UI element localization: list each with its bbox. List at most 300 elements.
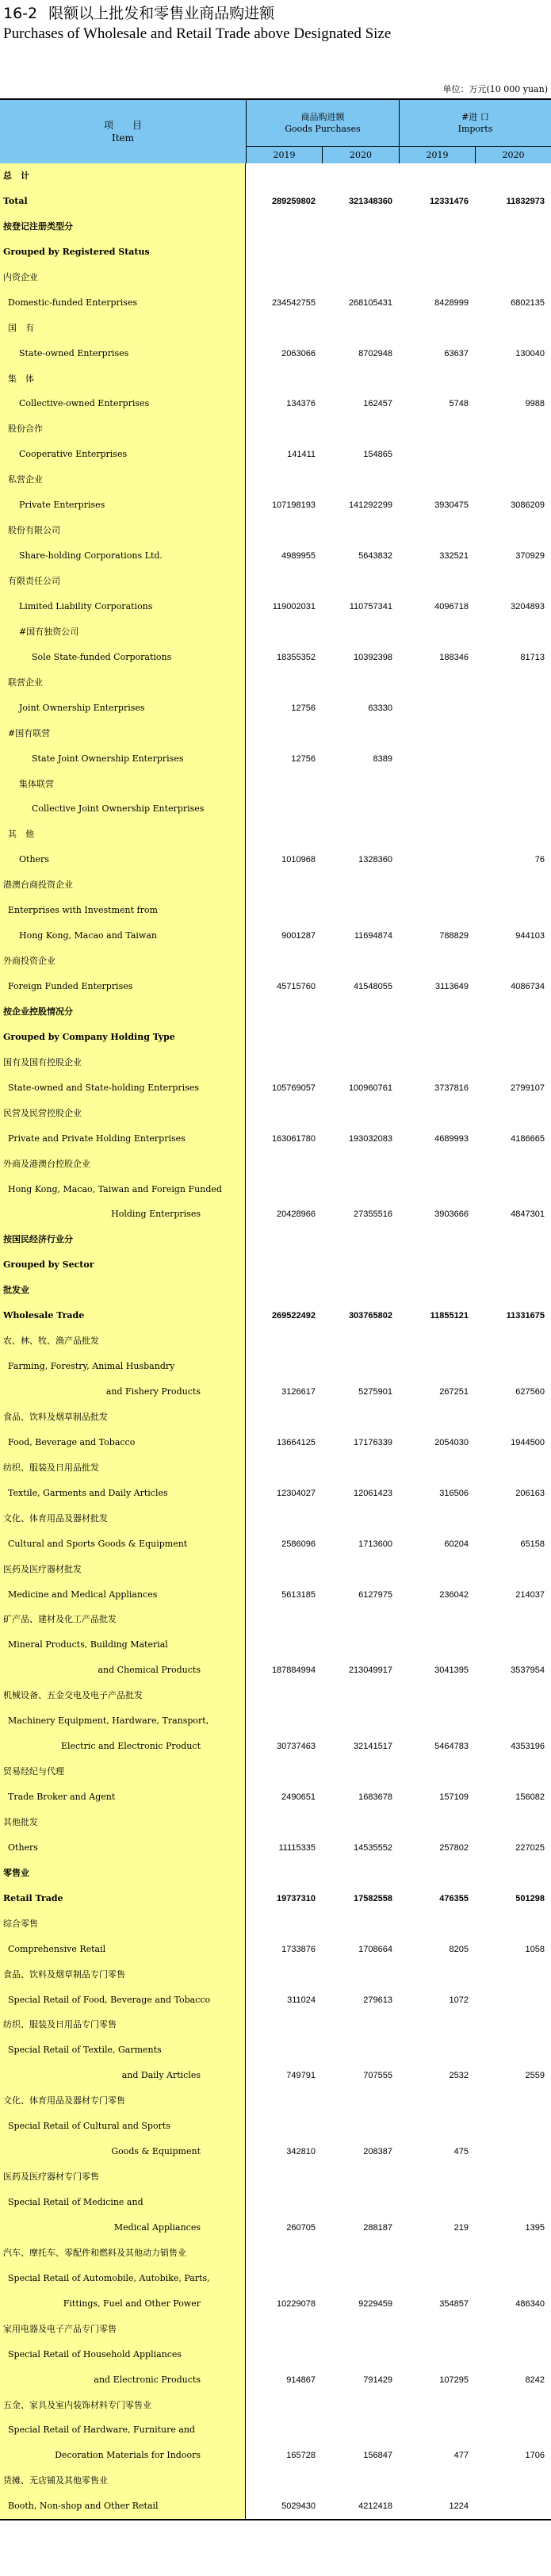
- row-label: Hong Kong, Macao and Taiwan: [0, 923, 246, 949]
- row-value: [246, 1278, 322, 1303]
- row-value: 1058: [525, 1944, 545, 1954]
- table-row: [0, 442, 551, 467]
- row-value: [475, 316, 551, 341]
- row-value: 27355516: [354, 1209, 392, 1220]
- table-row: [0, 341, 551, 366]
- row-label: and Chemical Products: [0, 1658, 246, 1683]
- table-row: [0, 1075, 551, 1101]
- row-value: [475, 2190, 551, 2215]
- table-row: [0, 240, 551, 265]
- row-value: [246, 1101, 322, 1126]
- row-value: [322, 2088, 399, 2114]
- table-row: [0, 1202, 551, 1227]
- table-row: [0, 949, 551, 974]
- row-value: [322, 1911, 399, 1937]
- row-value: 4096718: [434, 601, 469, 611]
- table-row: [0, 1784, 551, 1810]
- row-value: [322, 518, 399, 543]
- row-label: 纺织、服装及日用品批发: [0, 1455, 246, 1481]
- row-value: [475, 1683, 551, 1708]
- row-value: [246, 772, 322, 797]
- row-label: 零售业: [0, 1861, 246, 1886]
- table-row: [0, 1328, 551, 1354]
- row-value: 17176339: [354, 1437, 392, 1447]
- table-row: [0, 163, 551, 189]
- row-value: [475, 240, 551, 265]
- data-table: [0, 98, 551, 2520]
- row-label: Grouped by Company Holding Type: [0, 1025, 246, 1050]
- row-value: 914867: [286, 2375, 316, 2385]
- table-row: [0, 1278, 551, 1303]
- table-row: [0, 746, 551, 772]
- row-value: 4989955: [281, 551, 316, 562]
- row-value: [475, 721, 551, 746]
- row-value: 3903666: [434, 1209, 469, 1220]
- table-row: [0, 1886, 551, 1911]
- row-value: [322, 2317, 399, 2342]
- row-label: 贸易经纪与代理: [0, 1759, 246, 1784]
- row-value: 2559: [525, 2071, 545, 2081]
- row-value: [475, 898, 551, 923]
- table-row: [0, 1911, 551, 1937]
- row-value: 289259802: [271, 196, 316, 206]
- row-value: [475, 1278, 551, 1303]
- row-value: [399, 1607, 475, 1632]
- row-value: [246, 2037, 322, 2063]
- row-value: 12756: [291, 753, 316, 764]
- row-value: 134376: [286, 399, 316, 409]
- row-value: 11115335: [278, 1842, 316, 1853]
- row-value: [475, 999, 551, 1025]
- row-value: [246, 1227, 322, 1252]
- table-row: [0, 2468, 551, 2494]
- row-label: Hong Kong, Macao, Taiwan and Foreign Funded: [0, 1177, 246, 1202]
- row-value: [475, 2342, 551, 2367]
- row-value: [475, 872, 551, 898]
- row-value: [246, 1557, 322, 1582]
- row-label: 农、林、牧、渔产品批发: [0, 1328, 246, 1354]
- row-label: Special Retail of Hardware, Furniture and: [0, 2417, 246, 2443]
- row-value: 1072: [449, 1995, 469, 2005]
- row-value: [399, 2417, 475, 2443]
- row-value: 45715760: [277, 982, 316, 991]
- header-goods-en: Goods Purchases: [285, 124, 361, 134]
- table-row: [0, 1708, 551, 1734]
- row-value: 130040: [515, 348, 545, 358]
- row-value: 187884994: [271, 1666, 316, 1676]
- table-row: [0, 1177, 551, 1202]
- row-value: [475, 1861, 551, 1886]
- table-row: [0, 2088, 551, 2114]
- row-value: [246, 1962, 322, 1988]
- row-value: [246, 949, 322, 974]
- row-value: [246, 2393, 322, 2418]
- table-row: [0, 493, 551, 518]
- row-value: 788829: [439, 931, 469, 941]
- row-value: [475, 949, 551, 974]
- row-value: [399, 619, 475, 645]
- row-value: [399, 1050, 475, 1075]
- header-year: 2019: [246, 147, 322, 163]
- table-row: [0, 721, 551, 746]
- row-value: [475, 1988, 551, 2013]
- row-label: 机械设备、五金交电及电子产品批发: [0, 1683, 246, 1708]
- row-value: [322, 2190, 399, 2215]
- row-value: [475, 366, 551, 392]
- row-value: [399, 366, 475, 392]
- row-value: [322, 1405, 399, 1430]
- row-value: 8702948: [358, 348, 392, 358]
- table-row: [0, 391, 551, 416]
- row-value: [475, 2088, 551, 2114]
- table-row: [0, 467, 551, 493]
- row-value: 1944500: [511, 1437, 545, 1447]
- row-value: [246, 2088, 322, 2114]
- row-value: [322, 822, 399, 847]
- table-row: [0, 290, 551, 316]
- row-value: 193032083: [348, 1133, 392, 1144]
- row-value: [246, 163, 322, 189]
- table-row: [0, 898, 551, 923]
- row-value: [246, 721, 322, 746]
- row-value: [475, 670, 551, 696]
- row-value: [246, 1861, 322, 1886]
- row-value: [246, 1354, 322, 1379]
- row-value: 18355352: [277, 652, 316, 662]
- header-item: [0, 100, 246, 163]
- row-label: Goods & Equipment: [0, 2139, 246, 2164]
- table-row: [0, 2215, 551, 2241]
- row-value: [246, 1455, 322, 1481]
- row-value: [475, 1227, 551, 1252]
- table-row: [0, 619, 551, 645]
- row-label: 医药及医疗器材批发: [0, 1557, 246, 1582]
- table-row: [0, 2494, 551, 2519]
- row-value: [399, 1227, 475, 1252]
- row-value: [322, 2012, 399, 2037]
- row-label: 国有及国有控股企业: [0, 1050, 246, 1075]
- row-value: [399, 569, 475, 594]
- row-label: 集体联营: [0, 772, 246, 797]
- table-row: [0, 847, 551, 872]
- row-value: 162457: [363, 399, 392, 409]
- row-value: 206163: [515, 1488, 545, 1498]
- table-row: [0, 2241, 551, 2266]
- row-value: [475, 163, 551, 189]
- row-value: [322, 2164, 399, 2190]
- row-label: 货摊、无店铺及其他零售业: [0, 2468, 246, 2494]
- row-label: Grouped by Sector: [0, 1252, 246, 1278]
- row-value: [475, 746, 551, 772]
- row-value: [399, 1962, 475, 1988]
- table-row: [0, 543, 551, 569]
- row-value: 30737463: [277, 1742, 316, 1752]
- row-label: 矿产品、建材及化工产品批发: [0, 1607, 246, 1632]
- row-value: [322, 240, 399, 265]
- row-value: [246, 2164, 322, 2190]
- row-value: 32141517: [354, 1742, 392, 1752]
- row-value: [475, 265, 551, 290]
- row-value: [322, 2037, 399, 2063]
- row-value: [322, 619, 399, 645]
- row-label: Limited Liability Corporations: [0, 594, 246, 619]
- row-value: [322, 214, 399, 240]
- row-value: 188346: [439, 652, 469, 662]
- row-label: State-owned Enterprises: [0, 341, 246, 366]
- row-value: [322, 1683, 399, 1708]
- row-label: 民营及民营控股企业: [0, 1101, 246, 1126]
- row-label: Share-holding Corporations Ltd.: [0, 543, 246, 569]
- row-label: 联营企业: [0, 670, 246, 696]
- row-value: [322, 898, 399, 923]
- table-row: [0, 645, 551, 670]
- row-value: 4689993: [434, 1133, 469, 1144]
- table-row: [0, 2012, 551, 2037]
- row-label: 外商投资企业: [0, 949, 246, 974]
- row-value: [322, 1557, 399, 1582]
- table-row: [0, 1506, 551, 1531]
- row-value: 476355: [439, 1893, 469, 1903]
- row-value: [399, 1506, 475, 1531]
- row-value: [246, 999, 322, 1025]
- row-value: 1683678: [358, 1792, 392, 1802]
- row-value: [475, 1962, 551, 1988]
- row-value: [322, 163, 399, 189]
- row-value: 5275901: [358, 1387, 392, 1397]
- table-row: [0, 772, 551, 797]
- table-row: [0, 2342, 551, 2367]
- row-value: [322, 1152, 399, 1177]
- row-label: Food, Beverage and Tobacco: [0, 1430, 246, 1455]
- table-row: [0, 1152, 551, 1177]
- row-value: 627560: [515, 1387, 545, 1397]
- row-label: 其 他: [0, 822, 246, 847]
- table-row: [0, 1050, 551, 1075]
- row-value: [399, 1455, 475, 1481]
- table-row: [0, 1988, 551, 2013]
- row-value: 12304027: [277, 1488, 316, 1498]
- row-value: [399, 670, 475, 696]
- row-value: [246, 316, 322, 341]
- row-label: Foreign Funded Enterprises: [0, 974, 246, 999]
- row-value: [475, 619, 551, 645]
- row-label: 批发业: [0, 1278, 246, 1303]
- row-value: [475, 1810, 551, 1835]
- row-value: 269522492: [271, 1311, 316, 1321]
- row-label: Medicine and Medical Appliances: [0, 1582, 246, 1608]
- table-row: [0, 1126, 551, 1152]
- row-value: 157109: [439, 1792, 469, 1802]
- row-value: [246, 1177, 322, 1202]
- row-label: Comprehensive Retail: [0, 1937, 246, 1962]
- table-row: [0, 1481, 551, 1506]
- row-value: 227025: [515, 1842, 545, 1853]
- header-years: [246, 147, 551, 163]
- row-value: [399, 822, 475, 847]
- row-value: [322, 2393, 399, 2418]
- row-value: [246, 1607, 322, 1632]
- row-value: 141411: [287, 450, 316, 460]
- row-value: [246, 2468, 322, 2494]
- row-value: [322, 872, 399, 898]
- row-value: 5029430: [281, 2501, 316, 2512]
- table-row: [0, 974, 551, 999]
- row-value: [399, 240, 475, 265]
- row-value: 316506: [439, 1488, 469, 1498]
- table-row: [0, 2063, 551, 2088]
- row-value: 163061780: [271, 1133, 316, 1144]
- row-value: 236042: [439, 1589, 469, 1600]
- row-value: [475, 518, 551, 543]
- row-label: 纺织、服装及日用品专门零售: [0, 2012, 246, 2037]
- row-value: 5643832: [358, 551, 392, 562]
- table-row: [0, 2367, 551, 2393]
- row-value: [475, 569, 551, 594]
- row-value: [399, 2088, 475, 2114]
- row-value: 288187: [363, 2222, 392, 2233]
- table-row: [0, 1531, 551, 1557]
- row-value: [399, 2393, 475, 2418]
- row-value: 9988: [525, 399, 545, 409]
- table-row: [0, 1379, 551, 1405]
- row-value: 707555: [363, 2071, 392, 2081]
- row-value: 791429: [363, 2375, 392, 2385]
- row-label: #国有联营: [0, 721, 246, 746]
- row-value: [475, 1455, 551, 1481]
- row-value: [246, 416, 322, 442]
- row-label: Special Retail of Cultural and Sports: [0, 2114, 246, 2139]
- row-value: [475, 1152, 551, 1177]
- row-value: 2054030: [434, 1437, 469, 1447]
- row-value: 3204893: [511, 601, 545, 611]
- table-row: [0, 1835, 551, 1861]
- row-value: [399, 772, 475, 797]
- row-value: [399, 1911, 475, 1937]
- row-value: [322, 366, 399, 392]
- row-value: 11832973: [506, 196, 545, 206]
- table-row: [0, 518, 551, 543]
- row-value: 156847: [363, 2451, 392, 2461]
- table-row: [0, 1683, 551, 1708]
- row-value: [475, 2037, 551, 2063]
- row-value: 17582558: [354, 1893, 392, 1903]
- row-value: 749791: [286, 2071, 316, 2081]
- row-value: 3113649: [434, 982, 469, 991]
- row-value: 3126617: [281, 1387, 316, 1397]
- row-value: 19737310: [277, 1893, 316, 1903]
- row-value: 8428999: [434, 297, 469, 308]
- row-label: and Fishery Products: [0, 1379, 246, 1405]
- row-value: [399, 1759, 475, 1784]
- row-value: [246, 796, 322, 822]
- row-value: 260705: [286, 2222, 316, 2233]
- row-value: [322, 1632, 399, 1658]
- row-value: 3930475: [434, 500, 469, 511]
- row-value: [399, 1405, 475, 1430]
- row-value: 9001287: [281, 931, 316, 941]
- table-row: [0, 1607, 551, 1632]
- row-value: [322, 999, 399, 1025]
- table-row: [0, 265, 551, 290]
- table-row: [0, 2417, 551, 2443]
- table-row: [0, 2037, 551, 2063]
- row-label: Wholesale Trade: [0, 1303, 246, 1328]
- row-value: [399, 746, 475, 772]
- row-value: [475, 1252, 551, 1278]
- row-value: 342810: [286, 2147, 316, 2157]
- row-value: [246, 2317, 322, 2342]
- row-value: 475: [453, 2147, 469, 2157]
- row-value: 14535552: [354, 1842, 392, 1853]
- row-value: [475, 442, 551, 467]
- row-value: [475, 1025, 551, 1050]
- row-value: [322, 1506, 399, 1531]
- header-imports: [399, 100, 551, 147]
- row-label: and Electronic Products: [0, 2367, 246, 2393]
- title-en: Purchases of Wholesale and Retail Trade above Designated Size: [3, 25, 392, 42]
- row-value: [322, 1252, 399, 1278]
- row-value: 321348360: [348, 196, 392, 206]
- row-value: 107295: [439, 2375, 469, 2385]
- row-label: Electric and Electronic Product: [0, 1734, 246, 1759]
- row-value: [399, 1861, 475, 1886]
- row-value: [399, 999, 475, 1025]
- row-value: [399, 1252, 475, 1278]
- table-row: [0, 999, 551, 1025]
- row-value: 8242: [525, 2375, 545, 2385]
- table-row: [0, 822, 551, 847]
- row-value: 63330: [368, 703, 392, 713]
- row-value: 2799107: [511, 1083, 545, 1093]
- row-label: Farming, Forestry, Animal Husbandry: [0, 1354, 246, 1379]
- row-label: Retail Trade: [0, 1886, 246, 1911]
- table-row: [0, 1861, 551, 1886]
- table-row: [0, 1430, 551, 1455]
- title-block: [3, 3, 548, 44]
- row-value: 6802135: [511, 297, 545, 308]
- row-label: Trade Broker and Agent: [0, 1784, 246, 1810]
- row-value: 41548055: [354, 982, 392, 991]
- row-label: 私营企业: [0, 467, 246, 493]
- row-value: [246, 670, 322, 696]
- row-value: 944103: [515, 931, 545, 941]
- row-value: 3086209: [511, 500, 545, 511]
- row-value: [246, 265, 322, 290]
- row-value: 4212418: [358, 2501, 392, 2512]
- row-value: [399, 796, 475, 822]
- row-value: [475, 1506, 551, 1531]
- row-label: 食品、饮料及烟草制品专门零售: [0, 1962, 246, 1988]
- row-value: [246, 518, 322, 543]
- row-value: [399, 265, 475, 290]
- row-value: [475, 1354, 551, 1379]
- row-value: [246, 2012, 322, 2037]
- row-label: Cooperative Enterprises: [0, 442, 246, 467]
- row-value: 214037: [515, 1589, 545, 1600]
- row-value: [399, 847, 475, 872]
- row-value: [399, 2012, 475, 2037]
- table-row: [0, 796, 551, 822]
- row-value: [246, 2114, 322, 2139]
- row-value: [322, 1050, 399, 1075]
- row-label: Cultural and Sports Goods & Equipment: [0, 1531, 246, 1557]
- row-value: [399, 2114, 475, 2139]
- row-value: [322, 1025, 399, 1050]
- table-row: [0, 1810, 551, 1835]
- row-value: [399, 696, 475, 721]
- row-label: Grouped by Registered Status: [0, 240, 246, 265]
- row-value: [246, 1025, 322, 1050]
